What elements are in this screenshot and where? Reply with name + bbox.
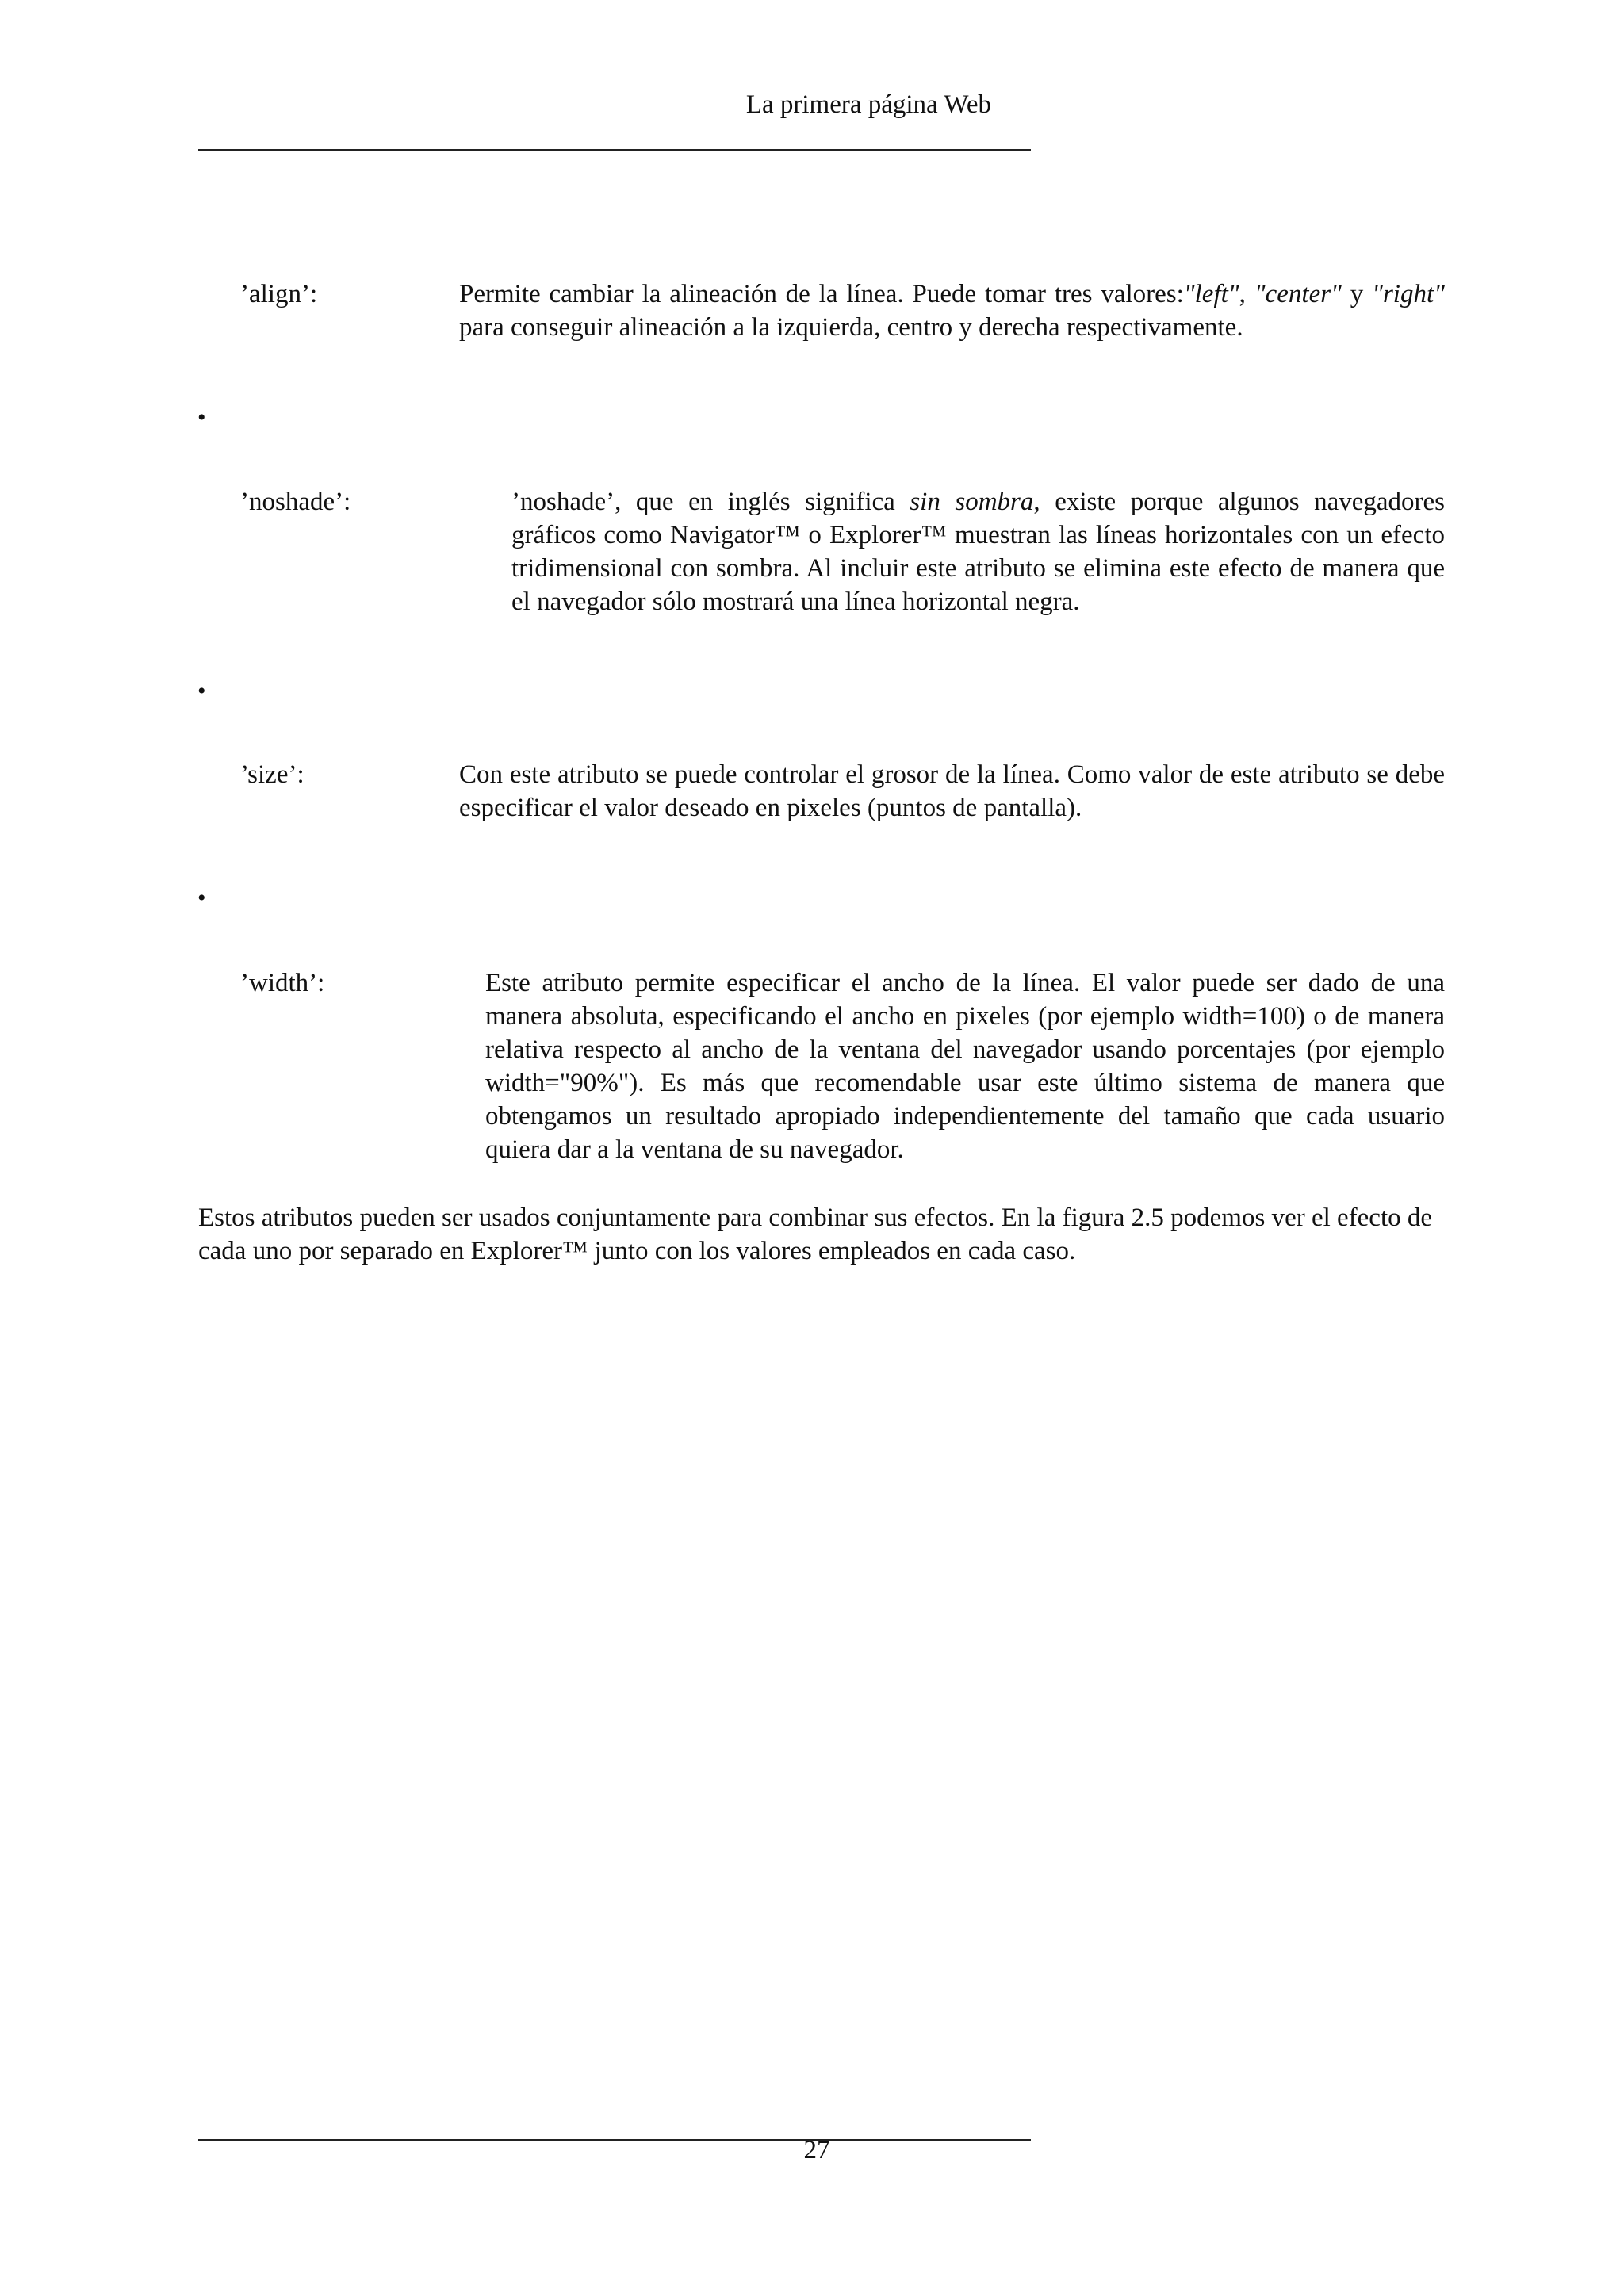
description-align-sep-1: , bbox=[1239, 280, 1254, 308]
term-size: ’size’: bbox=[240, 760, 304, 789]
description-align-text-2: para conseguir alineación a la izquierda, centro y derecha respectivamente. bbox=[459, 313, 1243, 342]
term-align: ’align’: bbox=[240, 280, 318, 308]
description-noshade bbox=[511, 485, 1445, 618]
description-align-sep-2: y bbox=[1341, 280, 1373, 308]
term-width: ’width’: bbox=[240, 969, 325, 997]
description-align-text-1: Permite cambiar la alineación de la línea. Puede tomar tres valores: bbox=[459, 280, 1184, 308]
value-center: "center" bbox=[1254, 280, 1342, 308]
closing-paragraph: Estos atributos pueden ser usados conjuntamente para combinar sus efectos. En la figura 2.5 podemos ver el efecto de cada uno por separado en Explorer™ junto con los valores empleados en cada caso. bbox=[198, 1203, 1433, 1265]
value-right: "right" bbox=[1372, 280, 1446, 308]
page-number: 27 bbox=[803, 2136, 830, 2164]
header-rule bbox=[198, 149, 1031, 151]
term-sin-sombra: sin sombra bbox=[910, 488, 1034, 516]
term-noshade: ’noshade’: bbox=[240, 488, 351, 516]
description-width: Este atributo permite especificar el ancho de la línea. El valor puede ser dado de una manera absoluta, especificando el ancho en pixeles (por ejemplo width=100) o de manera relativa respecto al ancho de la ventana del navegador usando porcentajes (por ejemplo width="90%"). Es más que recomendable usar este último sistema de manera que obtengamos un resultado apropiado independientemente del tamaño que cada usuario quiera dar a la ventana de su navegador. bbox=[485, 969, 1445, 1164]
description-noshade-text-2: , existe porque algunos navegadores gráficos como Navigator™ o Explorer™ muestran las líneas horizontales con un efecto tridimensional con sombra. Al incluir este atributo se elimina este efecto de manera que el navegador sólo mostrará una línea horizontal negra. bbox=[511, 488, 1446, 616]
bullet-1: • bbox=[197, 404, 206, 430]
running-header: La primera página Web bbox=[745, 90, 991, 119]
bullet-2: • bbox=[197, 678, 206, 704]
value-left: "left" bbox=[1183, 280, 1239, 308]
description-size: Con este atributo se puede controlar el grosor de la línea. Como valor de este atributo se debe especificar el valor deseado en pixeles (puntos de pantalla). bbox=[459, 760, 1445, 822]
bullet-3: • bbox=[197, 885, 206, 911]
footer-rule bbox=[198, 2139, 1031, 2141]
description-noshade-text-1: ’noshade’, que en inglés significa bbox=[511, 488, 910, 516]
description-align bbox=[459, 277, 1445, 344]
